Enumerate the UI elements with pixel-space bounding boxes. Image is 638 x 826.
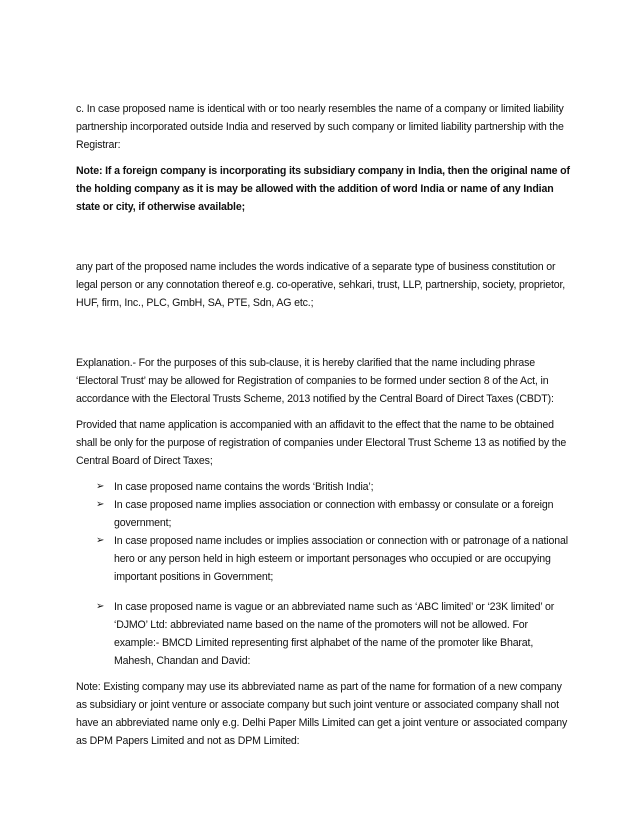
list-item [96, 496, 570, 532]
list-item-text: In case proposed name is vague or an abbreviated name such as ‘ABC limited’ or ‘23K limited’ or ‘DJMO’ Ltd: abbreviated name based on the name of the promoters will not be allowed. For example:- BMCD Limited representing first alphabet of the name of the promoter like Bharat, Mahesh, Chandan and David: [114, 601, 555, 667]
list-item-text: In case proposed name includes or implies association or connection with or patronage of a national hero or any person held in high esteem or important personages who occupied or are occupying important positions in Government; [114, 535, 568, 583]
arrow-bullet-icon: ➢ [96, 499, 105, 510]
arrow-bullet-icon: ➢ [96, 481, 105, 492]
arrow-bullet-icon: ➢ [96, 601, 105, 612]
list-item [96, 532, 570, 586]
proviso-paragraph: Provided that name application is accompanied with an affidavit to the effect that the name to be obtained shall be only for the purpose of registration of companies under Electoral Trust Scheme 13 as notified by the Central Board of Direct Taxes; [76, 419, 567, 467]
foreign-company-note: Note: If a foreign company is incorporating its subsidiary company in India, then the original name of the holding company as it is may be allowed with the addition of word India or name of any Indian state or city, if otherwise available; [76, 165, 570, 213]
business-constitution-paragraph: any part of the proposed name includes the words indicative of a separate type of business constitution or legal person or any connotation thereof e.g. co-operative, sehkari, trust, LLP, partnership, society, proprietor, HUF, firm, Inc., PLC, GmbH, SA, PTE, Sdn, AG etc.; [76, 261, 566, 309]
document-page [76, 100, 570, 750]
arrow-bullet-icon: ➢ [96, 535, 105, 546]
list-item [96, 478, 570, 496]
list-item [96, 598, 570, 670]
restriction-list [76, 478, 570, 670]
clause-c-paragraph: c. In case proposed name is identical with or too nearly resembles the name of a company or limited liability partnership incorporated outside India and reserved by such company or limited liability partnership with the Registrar: [76, 103, 564, 151]
explanation-paragraph: Explanation.- For the purposes of this sub-clause, it is hereby clarified that the name including phrase ‘Electoral Trust’ may be allowed for Registration of companies to be formed under section 8 of the Act, in accordance with the Electoral Trusts Scheme, 2013 notified by the Central Board of Direct Taxes (CBDT): [76, 357, 554, 405]
list-item-text: In case proposed name contains the words ‘British India’; [114, 481, 374, 493]
list-item-text: In case proposed name implies association or connection with embassy or consulate or a foreign government; [114, 499, 554, 529]
existing-company-note: Note: Existing company may use its abbreviated name as part of the name for formation of a new company as subsidiary or joint venture or associate company but such joint venture or associated company shall not have an abbreviated name only e.g. Delhi Paper Mills Limited can get a joint venture or associated company as DPM Papers Limited and not as DPM Limited: [76, 681, 568, 747]
